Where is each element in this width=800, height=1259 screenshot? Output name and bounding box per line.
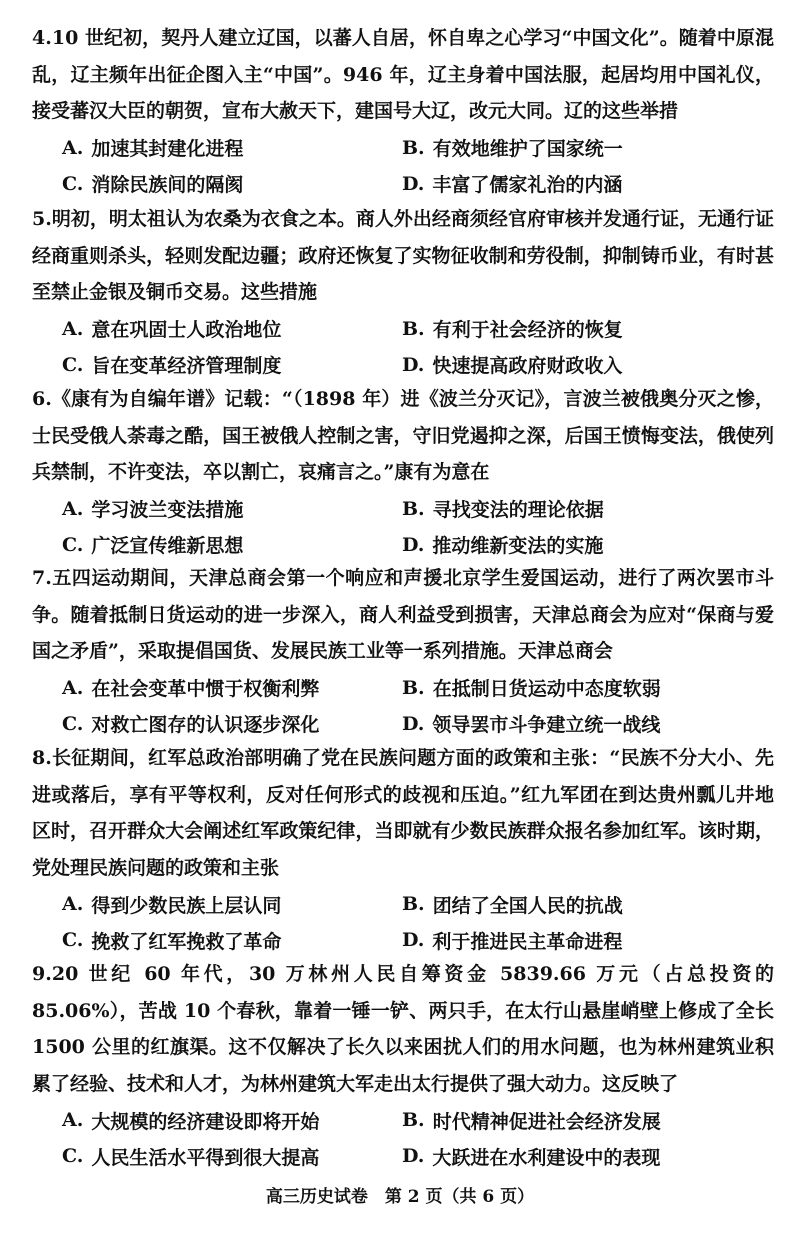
option-letter: A. [62, 497, 84, 520]
option-letter: C. [62, 172, 84, 195]
options [32, 886, 774, 958]
option-a[interactable] [32, 891, 402, 918]
option-a[interactable] [32, 674, 402, 701]
option-letter: B. [402, 893, 425, 915]
options [32, 130, 774, 202]
option-c[interactable] [32, 351, 402, 378]
question-number: 5. [32, 208, 52, 230]
option-a[interactable] [32, 495, 402, 522]
option-text: 挽救了红军挽救了革命 [91, 930, 282, 953]
question-text: 五四运动期间，天津总商会第一个响应和声援北京学生爱国运动，进行了两次罢市斗争。随着抵制日货运动的进一步深入，商人利益受到损害，天津总商会为应对“保商与爱国之矛盾”，采取提倡国货、发展民族工业等一系列措施。天津总商会 [32, 567, 774, 662]
option-letter: B. [402, 1109, 425, 1131]
option-text: 意在巩固士人政治地位 [91, 319, 282, 341]
question-text: 长征期间，红军总政治部明确了党在民族问题方面的政策和主张：“民族不分大小、先进或落后，享有平等权利，反对任何形式的歧视和压迫。”红九军团在到达贵州瓢儿井地区时，召开群众大会阐述红军政策纪律，当即就有少数民族群众报名参加红军。该时期，党处理民族问题的政策和主张 [32, 747, 774, 879]
option-text: 学习波兰变法措施 [91, 499, 244, 521]
option-text: 对救亡图存的认识逐步深化 [91, 714, 320, 736]
option-text: 推动维新变法的实施 [432, 535, 604, 557]
option-letter: A. [62, 676, 84, 699]
question-number: 6. [32, 388, 52, 410]
option-text: 得到少数民族上层认同 [91, 894, 282, 917]
question-number: 4. [32, 27, 52, 49]
option-d[interactable] [402, 710, 774, 737]
option-text: 在抵制日货运动中态度软弱 [432, 678, 661, 700]
question-5 [32, 201, 774, 383]
question-stem [32, 740, 774, 886]
question-text: 《康有为自编年谱》记载：“（1898 年）进《波兰分灭记》，言波兰被俄奥分灭之惨，士民受俄人荼毒之酷，国王被俄人控制之害，守旧党遏抑之深，后国王愤悔变法，俄使列兵禁制，不许变法，卒以割亡，哀痛言之。”康有为意在 [32, 388, 774, 483]
option-letter: B. [402, 317, 425, 340]
option-letter: B. [402, 497, 425, 520]
option-letter: C. [62, 929, 84, 951]
question-number: 8. [32, 747, 52, 769]
option-d[interactable] [402, 1143, 774, 1170]
option-c[interactable] [32, 927, 402, 954]
option-letter: D. [402, 712, 425, 735]
option-d[interactable] [402, 531, 774, 558]
options [32, 491, 774, 563]
question-text: 20 世纪 60 年代，30 万林州人民自筹资金 5839.66 万元（占总投资的 85.06%），苦战 10 个春秋，靠着一锤一铲、两只手，在太行山悬崖峭壁上修成了全长 1500 公里的红旗渠。这不仅解决了长久以来困扰人们的用水问题，也为林州建筑业积累了经验、技术和人才，为林州建筑大军走出太行提供了强大动力。这反映了 [32, 963, 774, 1095]
option-text: 消除民族间的隔阂 [91, 174, 244, 196]
option-a[interactable] [32, 134, 402, 161]
option-letter: D. [402, 1145, 425, 1167]
option-text: 寻找变法的理论依据 [432, 499, 604, 521]
option-letter: D. [402, 172, 425, 195]
question-stem [32, 201, 774, 311]
option-text: 广泛宣传维新思想 [91, 535, 244, 557]
option-text: 丰富了儒家礼治的内涵 [432, 174, 623, 196]
option-b[interactable] [402, 891, 774, 918]
option-c[interactable] [32, 170, 402, 197]
option-b[interactable] [402, 134, 774, 161]
options [32, 311, 774, 383]
option-c[interactable] [32, 1143, 402, 1170]
question-stem [32, 381, 774, 491]
option-text: 有利于社会经济的恢复 [432, 319, 623, 341]
option-letter: C. [62, 1145, 84, 1167]
question-6 [32, 381, 774, 563]
option-letter: B. [402, 136, 425, 159]
option-a[interactable] [32, 315, 402, 342]
question-number: 9. [32, 963, 52, 985]
option-letter: B. [402, 676, 425, 699]
question-stem [32, 560, 774, 670]
option-letter: C. [62, 533, 84, 556]
option-letter: A. [62, 136, 84, 159]
option-text: 人民生活水平得到很大提高 [91, 1146, 320, 1169]
question-text: 明初，明太祖认为农桑为衣食之本。商人外出经商须经官府审核并发通行证，无通行证经商重则杀头，轻则发配边疆；政府还恢复了实物征收制和劳役制，抑制铸币业，有时甚至禁止金银及铜币交易。这些措施 [32, 208, 774, 303]
option-text: 加速其封建化进程 [91, 138, 244, 160]
option-b[interactable] [402, 1107, 774, 1134]
question-stem [32, 20, 774, 130]
options [32, 1102, 774, 1174]
option-text: 利于推进民主革命进程 [432, 930, 623, 953]
option-text: 有效地维护了国家统一 [432, 138, 623, 160]
option-letter: C. [62, 353, 84, 376]
question-number: 7. [32, 567, 52, 589]
option-letter: A. [62, 893, 84, 915]
option-a[interactable] [32, 1107, 402, 1134]
option-d[interactable] [402, 170, 774, 197]
option-d[interactable] [402, 351, 774, 378]
option-letter: A. [62, 317, 84, 340]
option-text: 领导罢市斗争建立统一战线 [432, 714, 661, 736]
question-9 [32, 956, 774, 1174]
option-b[interactable] [402, 315, 774, 342]
question-7 [32, 560, 774, 742]
option-letter: C. [62, 712, 84, 735]
page-footer: 高三历史试卷 第 2 页（共 6 页） [265, 1187, 535, 1207]
option-text: 在社会变革中惯于权衡利弊 [91, 678, 320, 700]
option-text: 团结了全国人民的抗战 [432, 894, 623, 917]
question-4 [32, 20, 774, 202]
option-text: 大规模的经济建设即将开始 [91, 1110, 320, 1133]
option-b[interactable] [402, 495, 774, 522]
option-text: 旨在变革经济管理制度 [91, 355, 282, 377]
option-b[interactable] [402, 674, 774, 701]
option-c[interactable] [32, 531, 402, 558]
option-text: 时代精神促进社会经济发展 [432, 1110, 661, 1133]
option-d[interactable] [402, 927, 774, 954]
option-letter: D. [402, 533, 425, 556]
option-c[interactable] [32, 710, 402, 737]
question-8 [32, 740, 774, 958]
option-text: 大跃进在水利建设中的表现 [432, 1146, 661, 1169]
option-letter: A. [62, 1109, 84, 1131]
options [32, 670, 774, 742]
question-stem [32, 956, 774, 1102]
option-letter: D. [402, 353, 425, 376]
option-text: 快速提高政府财政收入 [432, 355, 623, 377]
question-text: 10 世纪初，契丹人建立辽国，以蕃人自居，怀自卑之心学习“中国文化”。随着中原混乱，辽主频年出征企图入主“中国”。946 年，辽主身着中国法服，起居均用中国礼仪，接受蕃汉大臣的朝贺，宣布大赦天下，建国号大辽，改元大同。辽的这些举措 [32, 27, 774, 122]
option-letter: D. [402, 929, 425, 951]
